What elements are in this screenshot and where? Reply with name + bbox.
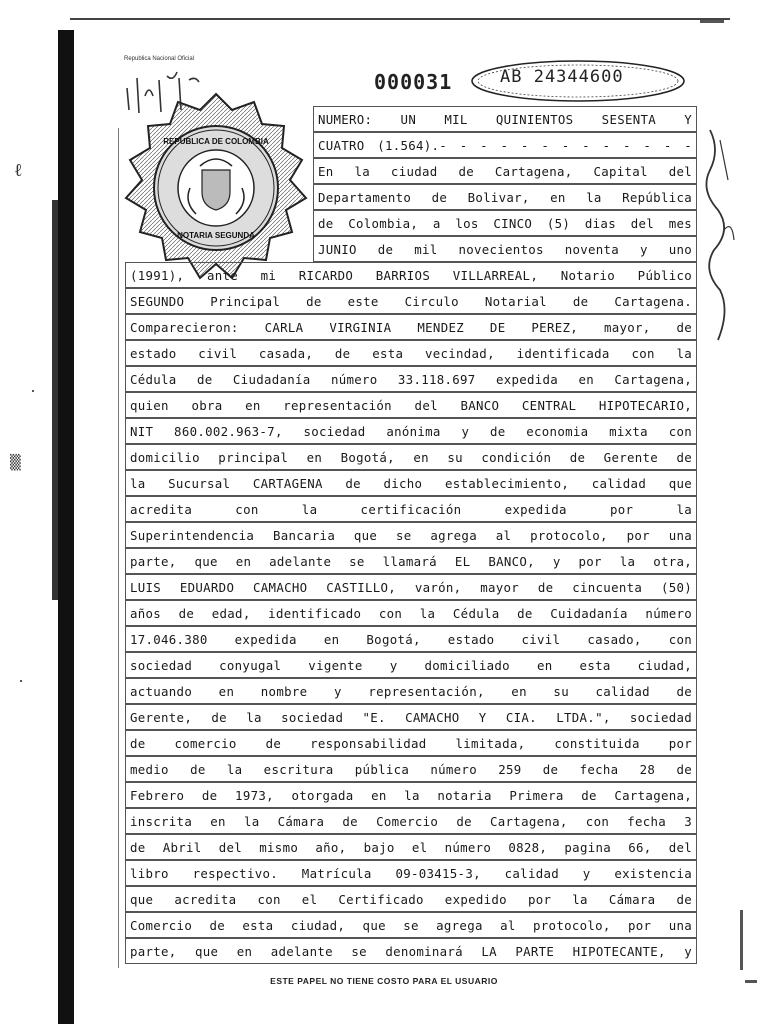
text-line: Comercio de esta ciudad, que se agrega al protocolo, por una — [125, 912, 697, 938]
seal-text-outer: REPUBLICA DE COLOMBIA — [163, 137, 269, 146]
text-line: En la ciudad de Cartagena, Capital del — [313, 158, 697, 184]
text-line: Comparecieron: CARLA VIRGINIA MENDEZ DE PEREZ, mayor, de — [125, 314, 697, 340]
issuer-label: Republica Nacional Oficial — [124, 56, 195, 62]
text-line: sociedad conyugal vigente y domiciliado en esta ciudad, — [125, 652, 697, 678]
text-line: la Sucursal CARTAGENA de dicho establecimiento, calidad que — [125, 470, 697, 496]
text-line: Cédula de Ciudadanía número 33.118.697 expedida en Cartagena, — [125, 366, 697, 392]
text-line: Febrero de 1973, otorgada en la notaria Primera de Cartagena, — [125, 782, 697, 808]
text-line: NUMERO: UN MIL QUINIENTOS SESENTA Y — [313, 106, 697, 132]
text-line: Gerente, de la sociedad "E. CAMACHO Y CIA. LTDA.", sociedad — [125, 704, 697, 730]
text-line: Superintendencia Bancaria que se agrega al protocolo, por una — [125, 522, 697, 548]
text-line: actuando en nombre y representación, en su calidad de — [125, 678, 697, 704]
text-line: medio de la escritura pública número 259 de fecha 28 de — [125, 756, 697, 782]
margin-mark: ▒ — [10, 455, 21, 471]
text-line: 17.046.380 expedida en Bogotá, estado civil casado, con — [125, 626, 697, 652]
top-rule — [70, 18, 730, 20]
text-line: parte, que en adelante se denominará LA PARTE HIPOTECANTE, y — [125, 938, 697, 964]
text-line: de comercio de responsabilidad limitada, constituida por — [125, 730, 697, 756]
text-line: de Abril del mismo año, bajo el número 0828, pagina 66, del — [125, 834, 697, 860]
margin-rule — [118, 128, 119, 968]
text-line: NIT 860.002.963-7, sociedad anónima y de economia mixta con — [125, 418, 697, 444]
text-line: SEGUNDO Principal de este Circulo Notarial de Cartagena. — [125, 288, 697, 314]
text-line: quien obra en representación del BANCO CENTRAL HIPOTECARIO, — [125, 392, 697, 418]
footer-note: ESTE PAPEL NO TIENE COSTO PARA EL USUARIO — [270, 976, 498, 986]
serial-number: 000031 — [374, 70, 453, 94]
margin-mark: ℓ — [14, 160, 23, 181]
text-line: (1991), ante mi RICARDO BARRIOS VILLARREAL, Notario Público — [125, 262, 697, 288]
binding-edge — [58, 30, 74, 1024]
text-line: parte, que en adelante se llamará EL BANCO, y por la otra, — [125, 548, 697, 574]
text-line: de Colombia, a los CINCO (5) dias del mes — [313, 210, 697, 236]
text-line: que acredita con el Certificado expedido por la Cámara de — [125, 886, 697, 912]
text-line: CUATRO (1.564).- - - - - - - - - - - - - — [313, 132, 697, 158]
document-code: AB 24344600 — [500, 67, 624, 87]
seal-text-inner: NOTARIA SEGUNDA — [177, 231, 255, 240]
text-line: LUIS EDUARDO CAMACHO CASTILLO, varón, mayor de cincuenta (50) — [125, 574, 697, 600]
text-line: inscrita en la Cámara de Comercio de Cartagena, con fecha 3 — [125, 808, 697, 834]
text-line: domicilio principal en Bogotá, en su condición de Gerente de — [125, 444, 697, 470]
text-line: Departamento de Bolivar, en la República — [313, 184, 697, 210]
notarial-seal-icon — [120, 92, 312, 284]
text-line: JUNIO de mil novecientos noventa y uno — [313, 236, 697, 262]
text-line: años de edad, identificado con la Cédula de Cuidadanía número — [125, 600, 697, 626]
text-line: acredita con la certificación expedida por la — [125, 496, 697, 522]
text-line: libro respectivo. Matrícula 09-03415-3, calidad y existencia — [125, 860, 697, 886]
margin-annotation — [690, 120, 740, 350]
binding-shadow — [52, 200, 58, 600]
text-line: estado civil casada, de esta vecindad, identificada con la — [125, 340, 697, 366]
